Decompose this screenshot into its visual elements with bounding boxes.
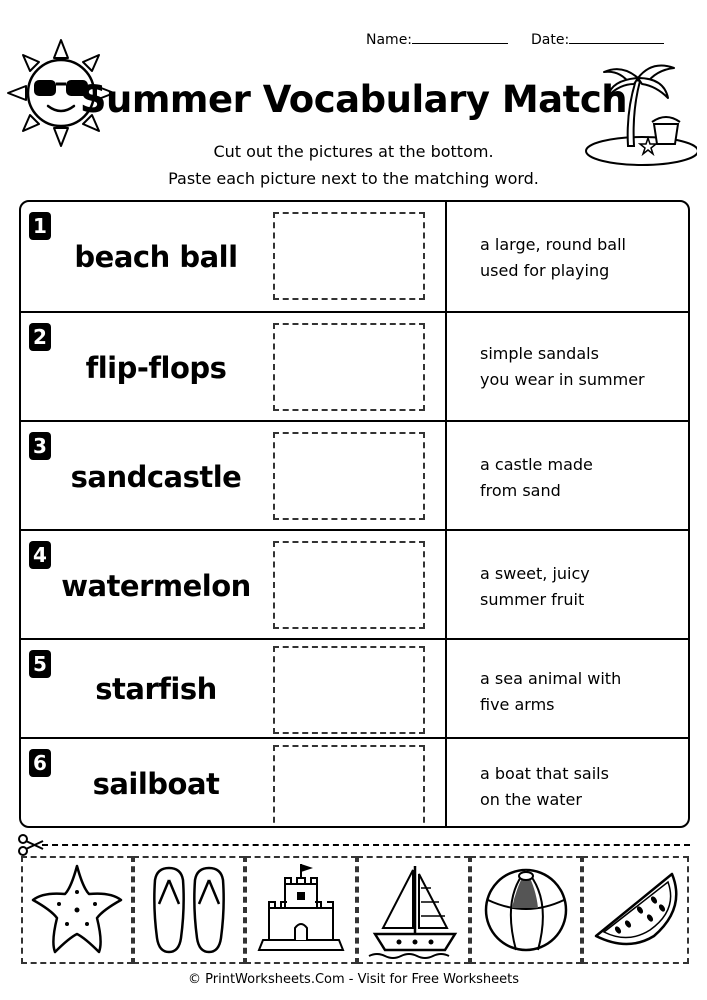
definition-line: a large, round ball xyxy=(480,235,626,254)
beach-ball-icon xyxy=(472,858,580,962)
date-label: Date: xyxy=(531,32,570,48)
sailboat-icon xyxy=(359,858,467,962)
date-field[interactable] xyxy=(531,32,664,48)
definition xyxy=(480,341,680,393)
definition-line: on the water xyxy=(480,790,582,809)
picture-card[interactable] xyxy=(470,856,582,964)
row-number: 2 xyxy=(29,323,51,351)
definition-line: a castle made xyxy=(480,455,593,474)
page-title: Summer Vocabulary Match xyxy=(79,78,628,121)
definition-line: a boat that sails xyxy=(480,764,609,783)
picture-card[interactable] xyxy=(357,856,470,964)
definition-line: from sand xyxy=(480,481,561,500)
vocab-word: beach ball xyxy=(74,240,238,274)
cut-out-pictures xyxy=(21,856,689,964)
table-row xyxy=(21,529,688,638)
picture-card[interactable] xyxy=(21,856,133,964)
definition xyxy=(480,561,680,613)
name-label: Name: xyxy=(366,32,413,48)
table-row xyxy=(21,638,688,737)
definition-line: a sweet, juicy xyxy=(480,564,590,583)
definition xyxy=(480,232,680,284)
definition-line: five arms xyxy=(480,695,555,714)
row-number: 4 xyxy=(29,541,51,569)
vocabulary-table xyxy=(19,200,690,828)
starfish-icon xyxy=(23,858,131,962)
row-number: 3 xyxy=(29,432,51,460)
table-row xyxy=(21,311,688,420)
name-field[interactable] xyxy=(366,32,508,48)
definition xyxy=(480,666,680,718)
definition-line: a sea animal with xyxy=(480,669,622,688)
date-line[interactable] xyxy=(569,42,664,44)
sandcastle-icon xyxy=(247,858,355,962)
cut-line xyxy=(42,844,690,846)
definition xyxy=(480,452,680,504)
flip-flops-icon xyxy=(135,858,243,962)
table-row xyxy=(21,202,688,311)
instruction-line-2: Paste each picture next to the matching word. xyxy=(168,169,539,188)
name-line[interactable] xyxy=(412,42,508,44)
row-number: 6 xyxy=(29,749,51,777)
definition xyxy=(480,761,680,813)
paste-box[interactable] xyxy=(273,745,425,828)
table-row xyxy=(21,737,688,828)
picture-card[interactable] xyxy=(582,856,689,964)
paste-box[interactable] xyxy=(273,541,425,629)
vocab-word: sandcastle xyxy=(70,460,242,494)
vocab-word: flip-flops xyxy=(85,351,227,385)
picture-card[interactable] xyxy=(245,856,357,964)
paste-box[interactable] xyxy=(273,212,425,300)
scissors-icon xyxy=(18,834,44,856)
paste-box[interactable] xyxy=(273,323,425,411)
paste-box[interactable] xyxy=(273,432,425,520)
row-number: 5 xyxy=(29,650,51,678)
footer: © PrintWorksheets.Com - Visit for Free Worksheets xyxy=(188,972,519,987)
row-number: 1 xyxy=(29,212,51,240)
instruction-line-1: Cut out the pictures at the bottom. xyxy=(213,142,494,161)
definition-line: summer fruit xyxy=(480,590,585,609)
definition-line: you wear in summer xyxy=(480,370,645,389)
definition-line: simple sandals xyxy=(480,344,599,363)
picture-card[interactable] xyxy=(133,856,245,964)
vocab-word: starfish xyxy=(95,672,217,706)
table-row xyxy=(21,420,688,529)
vocab-word: watermelon xyxy=(61,569,251,603)
vocab-word: sailboat xyxy=(92,767,220,801)
watermelon-icon xyxy=(584,858,688,962)
definition-line: used for playing xyxy=(480,261,610,280)
paste-box[interactable] xyxy=(273,646,425,734)
